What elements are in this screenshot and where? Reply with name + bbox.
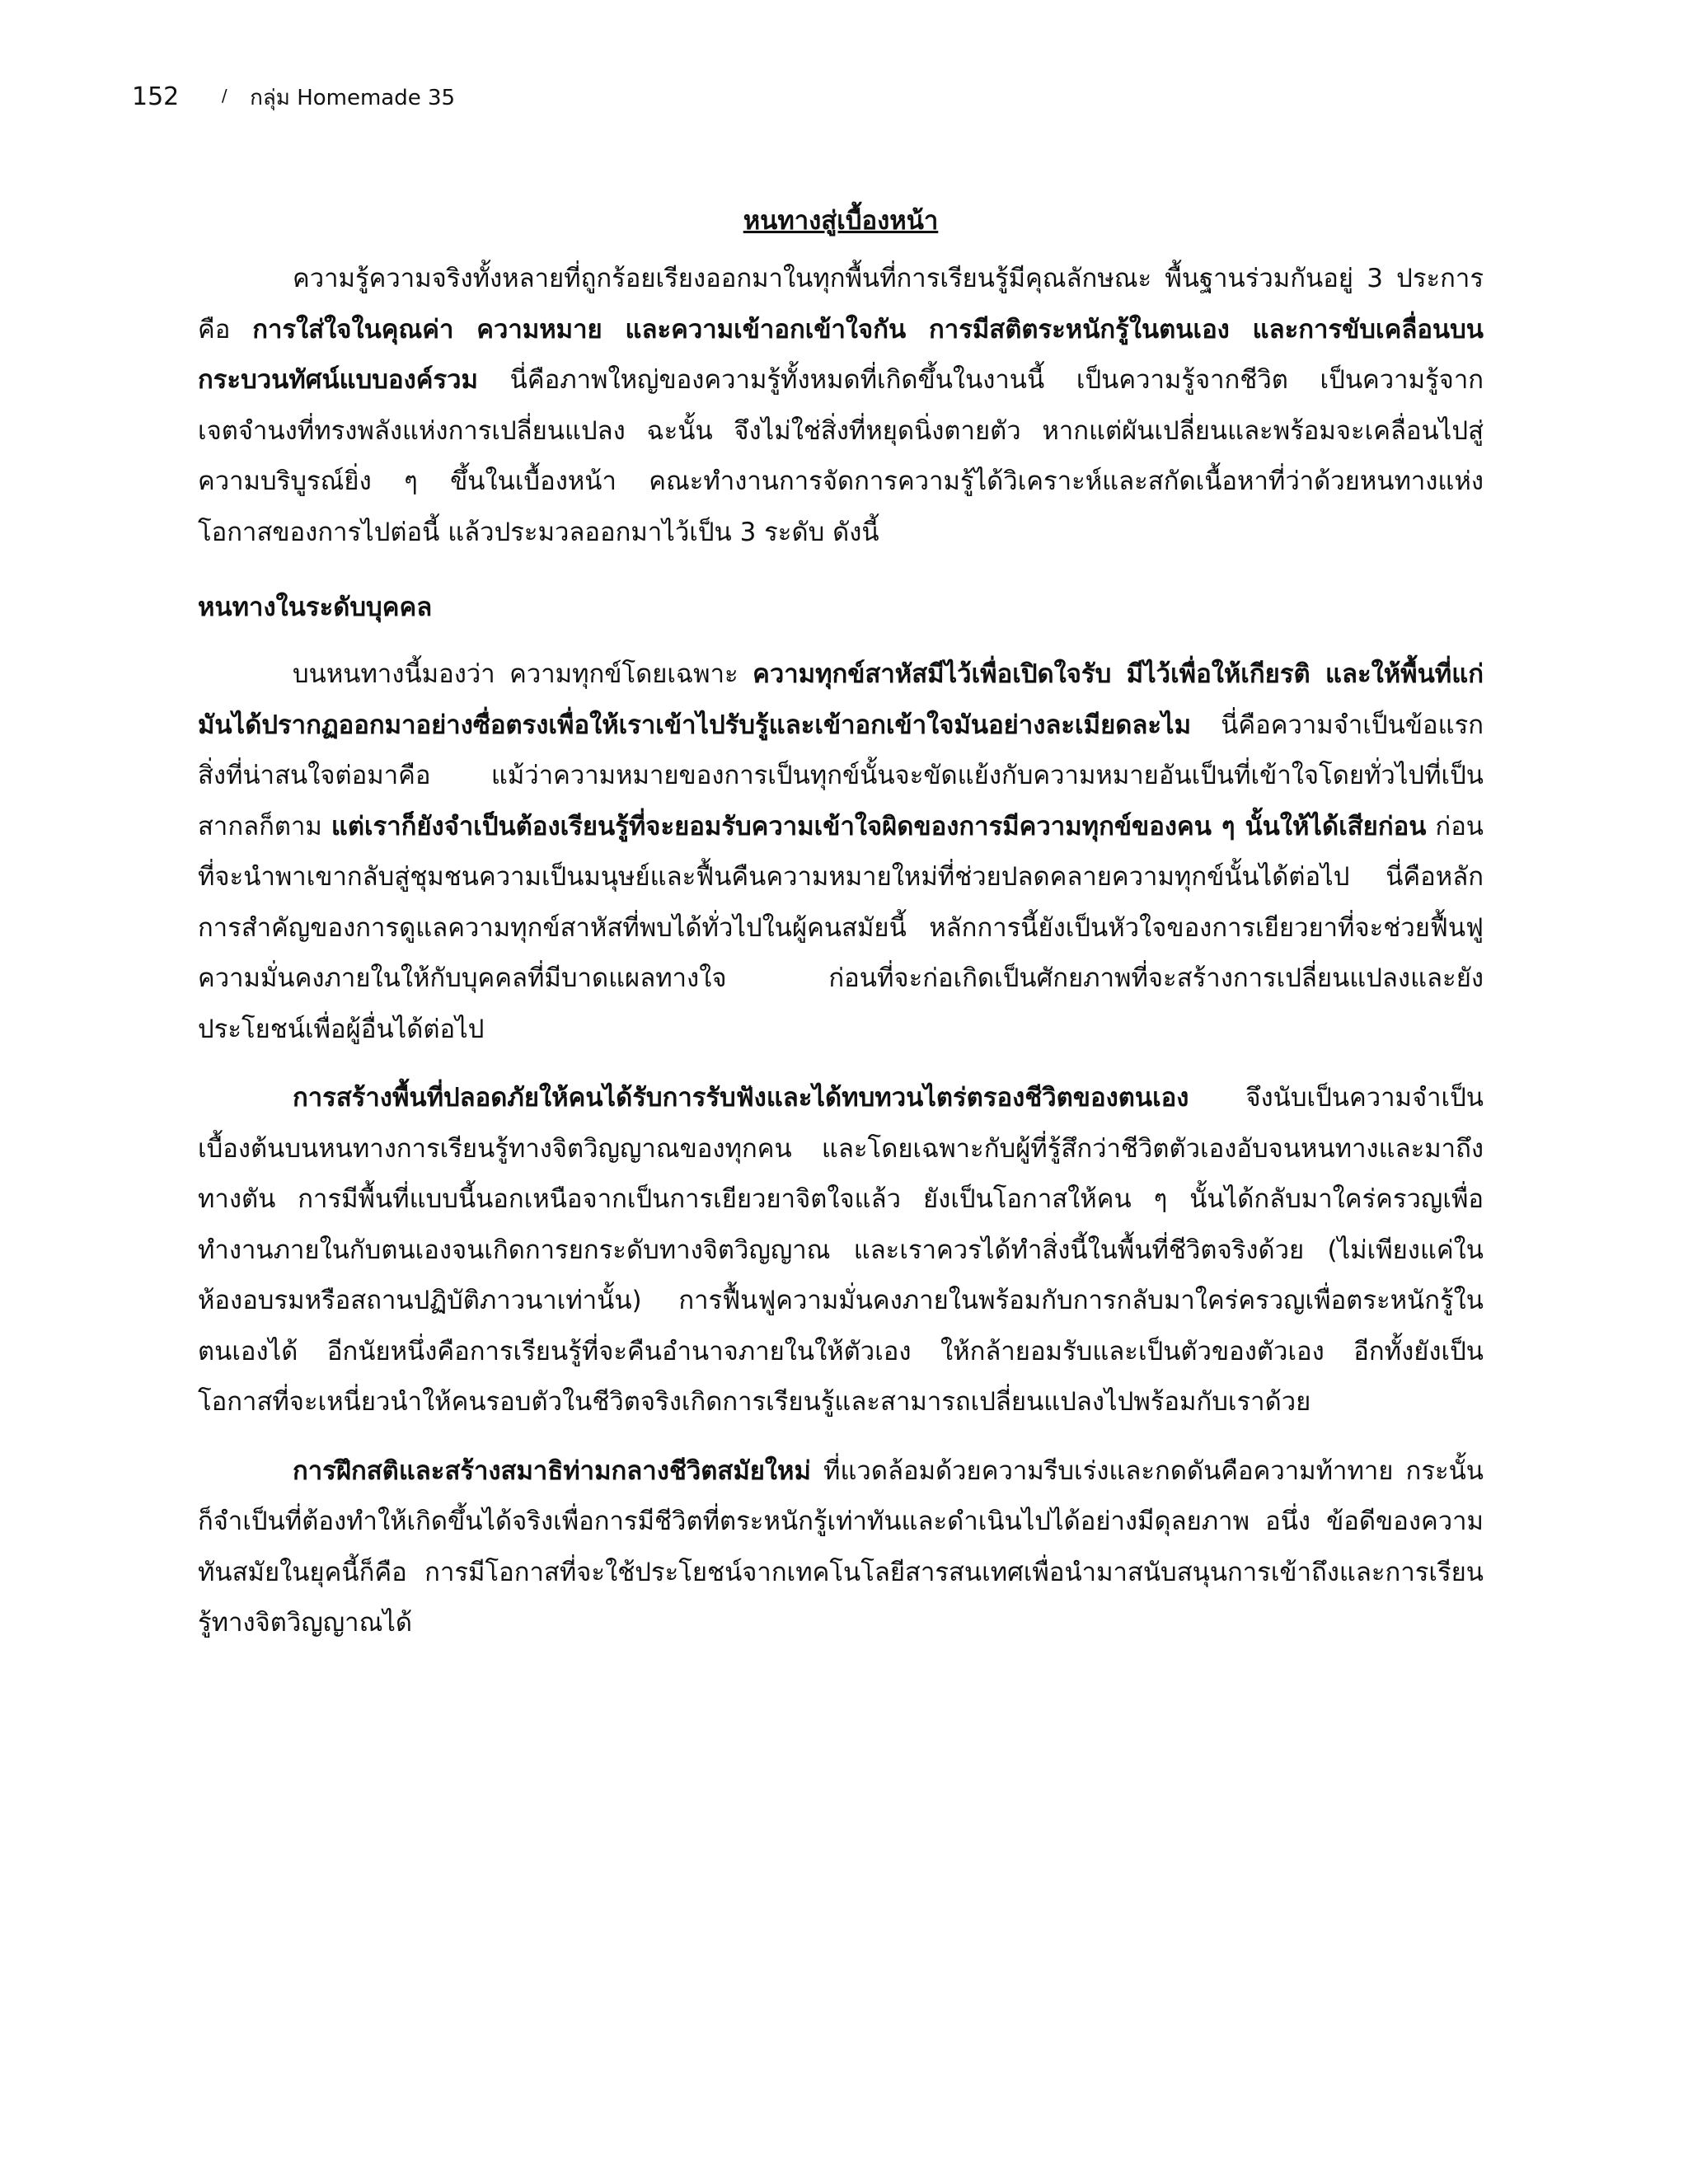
section-paragraph-2: [198, 1073, 1484, 1428]
intro-paragraph: [198, 254, 1484, 558]
document-body: [198, 196, 1484, 1649]
page-title: หนทางสู่เบื้องหน้า: [743, 206, 939, 236]
p2-bold-1: การสร้างพื้นที่ปลอดภัยให้คนได้รับการรับฟังและได้ทบทวนไตร่ตรองชีวิตของตนเอง: [293, 1083, 1189, 1113]
page-header: [132, 81, 455, 115]
section-heading: หนทางในระดับบุคคล: [198, 593, 433, 622]
p3-bold-1: การฝึกสติและสร้างสมาธิท่ามกลางชีวิตสมัยใหม่: [293, 1455, 811, 1486]
p1-bold-2: แต่เราก็ยังจำเป็นต้องเรียนรู้ที่จะยอมรับความเข้าใจผิดของการมีความทุกข์ของคน ๆ นั้นให้ได้เสียก่อน: [331, 811, 1427, 841]
section-paragraph-3: [198, 1446, 1484, 1649]
p2-text-1: จึงนับเป็นความจำเป็นเบื้องต้นบนหนทางการเรียนรู้ทางจิตวิญญาณของทุกคน และโดยเฉพาะกับผู้ที่รู้สึกว่าชีวิตตัวเองอับจนหนทางและมาถึงทางตัน การมีพื้นที่แบบนี้นอกเหนือจากเป็นการเยียวยาจิตใจแล้ว ยังเป็นโอกาสให้คน ๆ นั้นได้กลับมาใคร่ครวญเพื่อทำงานภายในกับตนเองจนเกิดการยกระดับทางจิตวิญญาณ และเราควรได้ทำสิ่งนี้ในพื้นที่ชีวิตจริงด้วย (ไม่เพียงแค่ในห้องอบรมหรือสถานปฏิบัติภาวนาเท่านั้น) การฟื้นฟูความมั่นคงภายในพร้อมกับการกลับมาใคร่ครวญเพื่อตระหนักรู้ในตนเองได้ อีกนัยหนึ่งคือการเรียนรู้ที่จะคืนอำนาจภายในให้ตัวเอง ให้กล้ายอมรับและเป็นตัวของตัวเอง อีกทั้งยังเป็นโอกาสที่จะเหนี่ยวนำให้คนรอบตัวในชีวิตจริงเกิดการเรียนรู้และสามารถเปลี่ยนแปลงไปพร้อมกับเราด้วย: [198, 1083, 1484, 1417]
p1-text-2: นี่คือความจำเป็นข้อแรก สิ่งที่น่าสนใจต่อมาคือ แม้ว่าความหมายของการเป็นทุกข์นั้นจะขัดแย้งกับความหมายอันเป็นที่เข้าใจโดยทั่วไปที่เป็นสากลก็ตาม: [198, 710, 1484, 841]
section-paragraph-1: [198, 649, 1484, 1055]
p1-bold-1: ความทุกข์สาหัสมีไว้เพื่อเปิดใจรับ มีไว้เพื่อให้เกียรติ และให้พื้นที่แก่มันได้ปรากฏออกมาอย่างซื่อตรงเพื่อให้เราเข้าไปรับรู้และเข้าอกเข้าใจมันอย่างละเมียดละไม: [198, 659, 1484, 740]
p3-text-1: ที่แวดล้อมด้วยความรีบเร่งและกดดันคือความท้าทาย กระนั้นก็จำเป็นที่ต้องทำให้เกิดขึ้นได้จริงเพื่อการมีชีวิตที่ตระหนักรู้เท่าทันและดำเนินไปได้อย่างมีดุลยภาพ อนึ่ง ข้อดีของความทันสมัยในยุคนี้ก็คือ การมีโอกาสที่จะใช้ประโยชน์จากเทคโนโลยีสารสนเทศเพื่อนำมาสนับสนุนการเข้าถึงและการเรียนรู้ทางจิตวิญญาณได้: [198, 1455, 1484, 1638]
group-name: กลุ่ม Homemade 35: [250, 86, 456, 110]
intro-bold-1: การใส่ใจในคุณค่า ความหมาย และความเข้าอกเข้าใจกัน การมีสติตระหนักรู้ในตนเอง และการขับเคลื่อนบนกระบวนทัศน์แบบองค์รวม: [198, 314, 1484, 395]
intro-text-2: นี่คือภาพใหญ่ของความรู้ทั้งหมดที่เกิดขึ้นในงานนี้ เป็นความรู้จากชีวิต เป็นความรู้จากเจตจำนงที่ทรงพลังแห่งการเปลี่ยนแปลง ฉะนั้น จึงไม่ใช่สิ่งที่หยุดนิ่งตายตัว หากแต่ผันเปลี่ยนและพร้อมจะเคลื่อนไปสู่ความบริบูรณ์ยิ่ง ๆ ขึ้นในเบื้องหน้า คณะทำงานการจัดการความรู้ได้วิเคราะห์และสกัดเนื้อหาที่ว่าด้วยหนทางแห่งโอกาสของการไปต่อนี้ แล้วประมวลออกมาไว้เป็น 3 ระดับ ดังนี้: [198, 365, 1484, 547]
p1-text-3: ก่อนที่จะนำพาเขากลับสู่ชุมชนความเป็นมนุษย์และฟื้นคืนความหมายใหม่ที่ช่วยปลดคลายความทุกข์นั้นได้ต่อไป นี่คือหลักการสำคัญของการดูแลความทุกข์สาหัสที่พบได้ทั่วไปในผู้คนสมัยนี้ หลักการนี้ยังเป็นหัวใจของการเยียวยาที่จะช่วยฟื้นฟูความมั่นคงภายในให้กับบุคคลที่มีบาดแผลทางใจ ก่อนที่จะก่อเกิดเป็นศักยภาพที่จะสร้างการเปลี่ยนแปลงและยังประโยชน์เพื่อผู้อื่นได้ต่อไป: [198, 811, 1484, 1044]
page-number: 152: [132, 82, 180, 111]
header-separator: /: [221, 86, 227, 105]
intro-text-1: ความรู้ความจริงทั้งหลายที่ถูกร้อยเรียงออกมาในทุกพื้นที่การเรียนรู้มีคุณลักษณะ พื้นฐานร่วมกันอยู่ 3 ประการ คือ: [198, 264, 1484, 344]
p1-text-1: บนหนทางนี้มองว่า ความทุกข์โดยเฉพาะ: [293, 659, 753, 689]
